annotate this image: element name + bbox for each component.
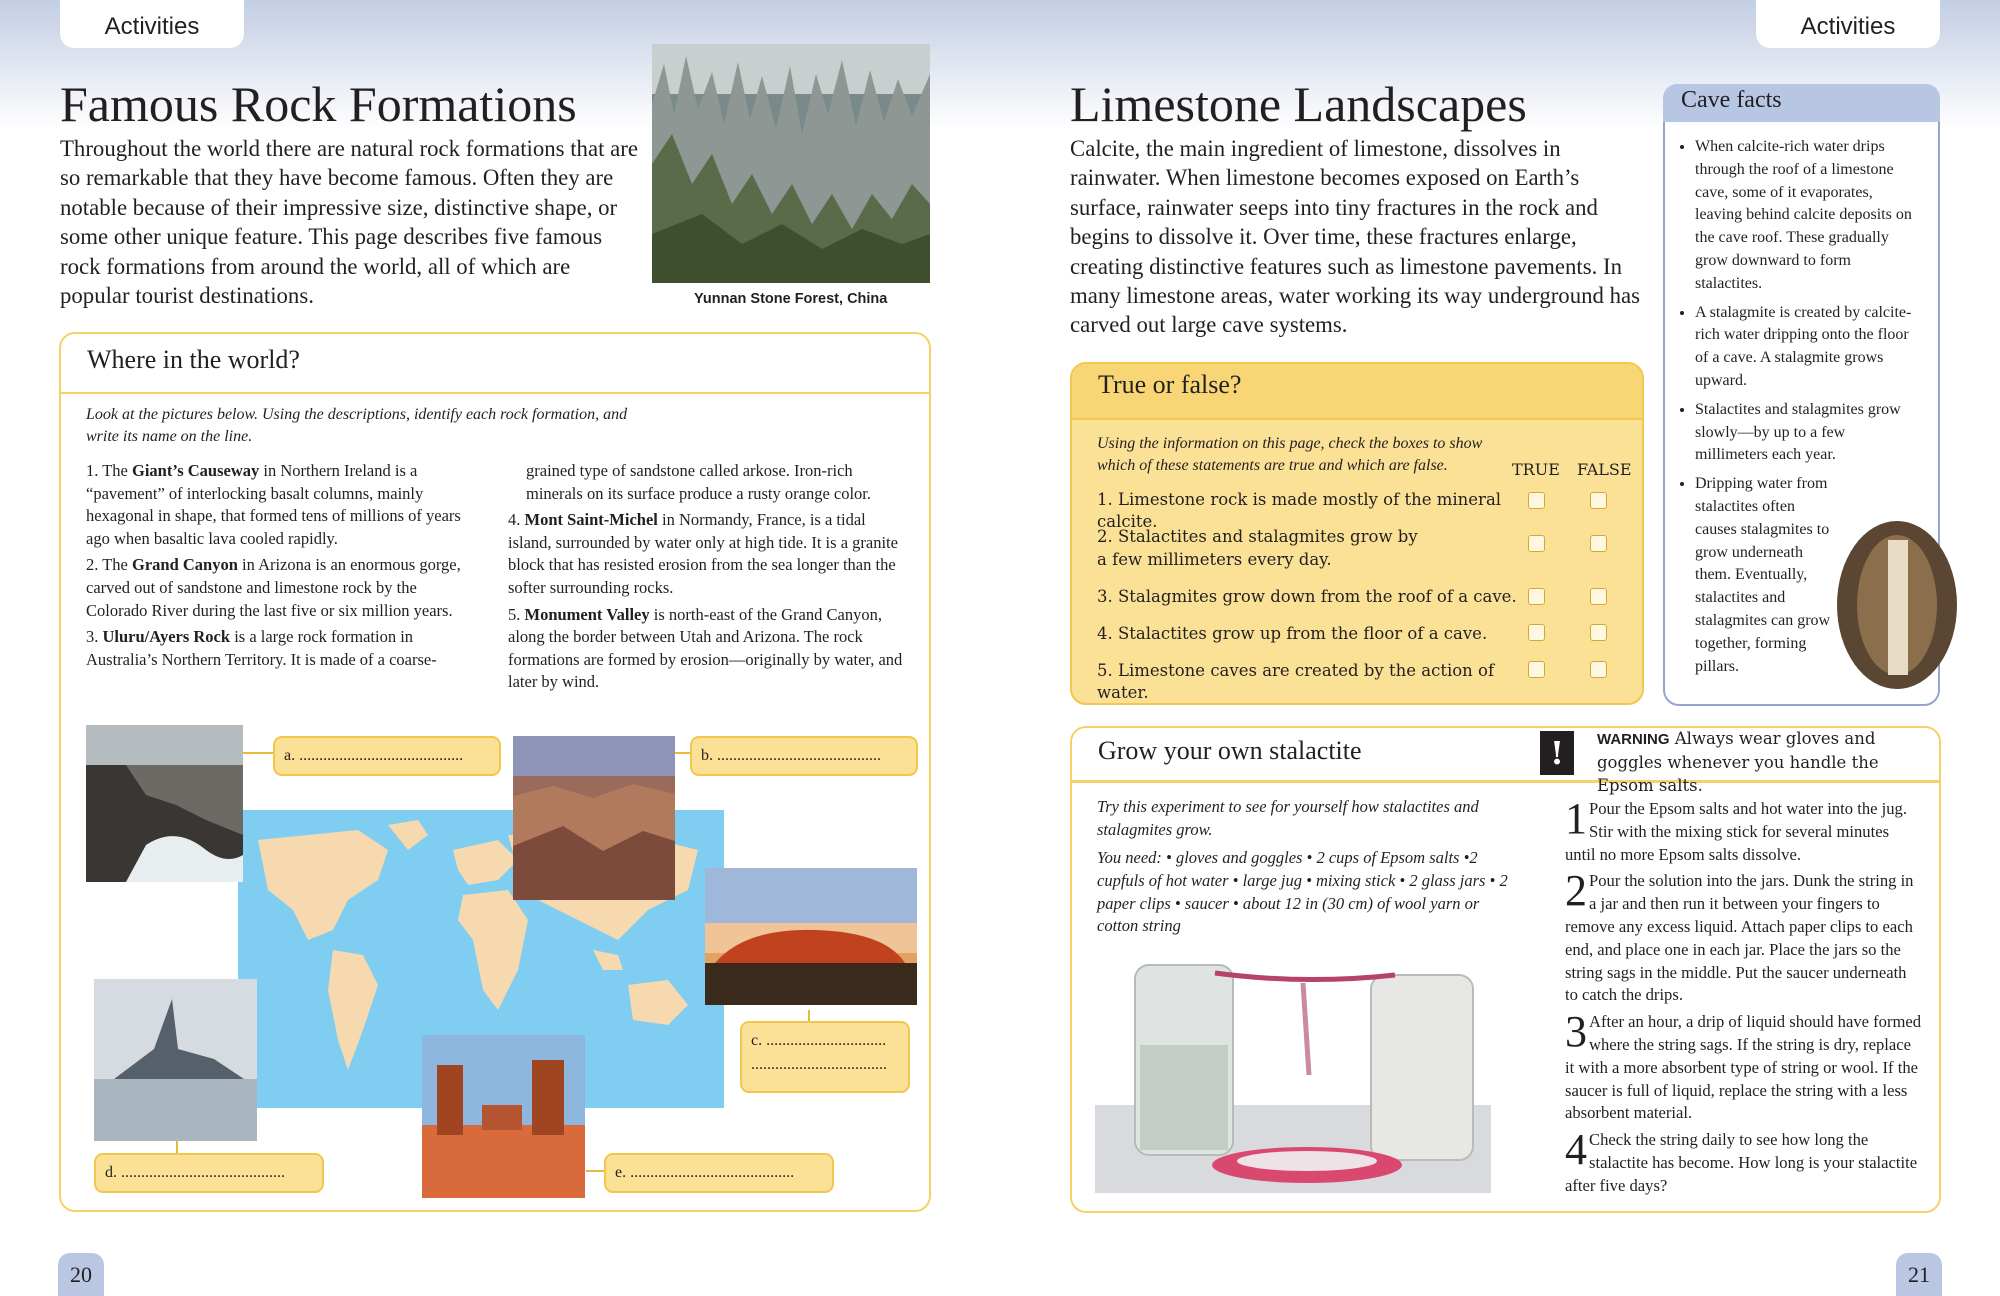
warning-icon: !: [1540, 731, 1574, 775]
stalactite-steps: [1565, 794, 1923, 1202]
cave-fact: • A stalagmite is created by calcite-rich water dripping onto the floor of a cave. A stalagmite grows upward.: [1695, 302, 1915, 393]
name-grand-canyon: Grand Canyon: [131, 555, 238, 575]
name-monument-valley: Monument Valley: [524, 604, 650, 624]
statement-row-3: 3. Stalagmites grow down from the roof of a cave.: [1097, 587, 1517, 606]
cave-pillar-photo: [1836, 520, 1958, 690]
true-checkbox-4[interactable]: [1528, 624, 1545, 641]
answer-field-d[interactable]: d. .........................................: [94, 1153, 324, 1193]
page-number-left: 20: [58, 1253, 104, 1296]
uluru-photo: [705, 868, 917, 1005]
name-mont-saint-michel: Mont Saint-Michel: [524, 510, 658, 530]
cave-fact: • Dripping water from stalactites often causes stalagmites to grow underneath them. Eventually, stalactites and stalagmites can grow together, forming pillars.: [1695, 473, 1835, 678]
section-tab-right: Activities: [1756, 0, 1940, 48]
intro-paragraph-right: Calcite, the main ingredient of limestone, dissolves in rainwater. When limestone becomes exposed on Earth’s surface, rainwater seeps into tiny fractures in the rock and begins to dissolve it. Over time, these fractures enlarge, creating distinctive features such as limestone pavements. In many limestone areas, water working its way underground has carved out large cave systems.: [1070, 136, 1640, 338]
true-checkbox-3[interactable]: [1528, 588, 1545, 605]
false-column-label: FALSE: [1577, 460, 1632, 479]
stalactite-needs: You need: • gloves and goggles • 2 cups of Epsom salts •2 cupfuls of hot water • large jug • mixing stick • 2 glass jars • 2 paper clips • saucer • about 12 in (30 cm) of wool yarn or cotton string: [1097, 848, 1508, 936]
answer-field-b[interactable]: b. .........................................: [690, 736, 918, 776]
intro-paragraph-left: Throughout the world there are natural rock formations that are so remarkable that they have become famous. Often they are notable because of their impressive size, distinctive shape, or some other unique feature. This page describes five famous rock formations from around the world, all of which are popular tourist destinations.: [60, 136, 638, 309]
statement-row-4: 4. Stalactites grow up from the floor of a cave.: [1097, 624, 1488, 643]
cave-fact: • Stalactites and stalagmites grow slowly—by up to a few millimeters each year.: [1695, 399, 1915, 467]
warning-text: WARNING Always wear gloves and goggles whenever you handle the Epsom salts.: [1597, 729, 1879, 795]
rock-descriptions-col2: grained type of sandstone called arkose. Iron-rich minerals on its surface produce a rusty orange color. 4. Mont Saint-Michel in Normandy, France, is a tidal island, surrounded by water only at high tide. It is a granite block that has resisted erosion from the sea longer than the softer surrounding rocks. 5. Monument Valley is north-east of the Grand Canyon, along the border between Utah and Arizona. The rock formations are formed by erosion—originally by water, and later by wind.: [508, 461, 903, 692]
rock-descriptions-col1: 1. The Giant’s Causeway in Northern Ireland is a “pavement” of interlocking basalt columns, mainly hexagonal in shape, that formed tens of millions of years ago when basaltic lava cooled rapidly. 2. The Grand Canyon in Arizona is an enormous gorge, carved out of sandstone and limestone rock by the Colorado River during the last five or six million years. 3. Uluru/Ayers Rock is a large rock formation in Australia’s Northern Territory. It is made of a coarse-: [86, 461, 461, 669]
true-column-label: TRUE: [1512, 460, 1560, 479]
answer-field-e[interactable]: e. .........................................: [604, 1153, 834, 1193]
stone-forest-photo: [652, 44, 930, 283]
name-uluru: Uluru/Ayers Rock: [102, 627, 231, 647]
mont-saint-michel-photo: [94, 979, 257, 1141]
true-checkbox-1[interactable]: [1528, 492, 1545, 509]
stalactite-intro: Try this experiment to see for yourself how stalactites and stalagmites grow.: [1097, 797, 1479, 839]
page-title-right: Limestone Landscapes: [1070, 76, 1527, 132]
true-false-instruction: Using the information on this page, check the boxes to show which of these statements are true and which are false.: [1097, 435, 1483, 474]
step-2: 2 Pour the solution into the jars. Dunk the string in a jar and then run it between your fingers to remove any excess liquid. Attach paper clips to each end, and place one in each jar. Place the jars so the string sags in the middle. Put the saucer underneath to catch the drips.: [1565, 866, 1914, 1005]
false-checkbox-3[interactable]: [1590, 588, 1607, 605]
section-tab-left: Activities: [60, 0, 244, 48]
where-in-world-heading: Where in the world?: [87, 345, 300, 374]
false-checkbox-2[interactable]: [1590, 535, 1607, 552]
page-title-left: Famous Rock Formations: [60, 76, 577, 132]
grand-canyon-photo: [513, 736, 675, 900]
stalactite-experiment-photo: [1095, 955, 1491, 1193]
where-in-world-instruction: Look at the pictures below. Using the descriptions, identify each rock formation, and write its name on the line.: [86, 406, 628, 445]
statement-row-2: 2. Stalactites and stalagmites grow by a few millimeters every day.: [1097, 527, 1418, 569]
statement-row-5: 5. Limestone caves are created by the action of water.: [1097, 661, 1495, 702]
statement-row-1: 1. Limestone rock is made mostly of the mineral calcite.: [1097, 490, 1502, 531]
monument-valley-photo: [422, 1035, 585, 1198]
cave-facts-heading: Cave facts: [1681, 87, 1782, 113]
stone-forest-caption: Yunnan Stone Forest, China: [694, 291, 888, 307]
step-3: 3 After an hour, a drip of liquid should have formed where the string sags. If the string is dry, replace it with a more absorbent type of string or wool. If the saucer is full of liquid, replace the string with a less absorbent material.: [1565, 1007, 1922, 1123]
page-number-right: 21: [1896, 1253, 1942, 1296]
false-checkbox-1[interactable]: [1590, 492, 1607, 509]
cave-fact: • When calcite-rich water drips through the roof of a limestone cave, some of it evaporates, leaving behind calcite deposits on the cave roof. These gradually grow downward to form stalactites.: [1695, 136, 1915, 296]
false-checkbox-4[interactable]: [1590, 624, 1607, 641]
true-false-heading: True or false?: [1098, 370, 1242, 399]
giants-causeway-photo: [86, 725, 243, 882]
false-checkbox-5[interactable]: [1590, 661, 1607, 678]
true-checkbox-2[interactable]: [1528, 535, 1545, 552]
name-giants-causeway: Giant’s Causeway: [131, 461, 260, 480]
true-checkbox-5[interactable]: [1528, 661, 1545, 678]
step-1: 1 Pour the Epsom salts and hot water into the jug. Stir with the mixing stick for several minutes until no more Epsom salts dissolve.: [1565, 794, 1908, 864]
answer-field-c[interactable]: c. .............................. ..................................: [740, 1021, 910, 1093]
step-4: 4 Check the string daily to see how long the stalactite has become. How long is your stalactite after five days?: [1565, 1125, 1918, 1195]
stalactite-heading: Grow your own stalactite: [1098, 736, 1362, 765]
answer-field-a[interactable]: a. .........................................: [273, 736, 501, 776]
